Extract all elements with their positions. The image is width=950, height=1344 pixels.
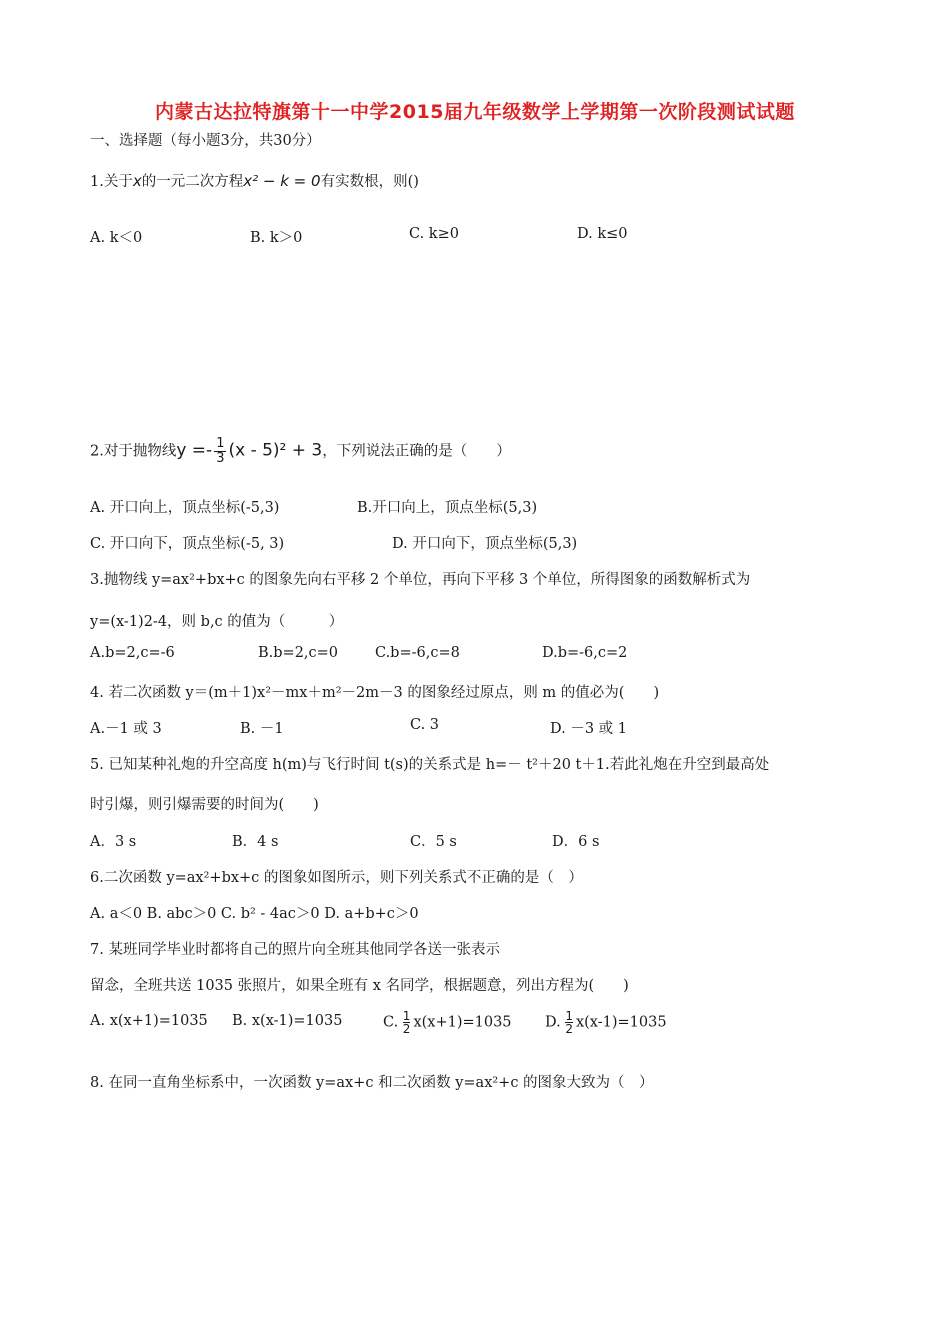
question-7-line-2: 留念，全班共送 1035 张照片，如果全班有 x 名同学，根据题意，列出方程为( ) <box>90 978 629 994</box>
question-2 <box>90 437 511 466</box>
question-3-line-1: 3.抛物线 y=ax²+bx+c 的图象先向右平移 2 个单位，再向下平移 3 个单位，所得图象的函数解析式为 <box>90 572 751 588</box>
q4-option-a: A.－1 或 3 <box>90 721 162 737</box>
q2-prefix: 2.对于抛物线 <box>90 443 177 460</box>
q5-option-b: B．4 s <box>232 834 279 850</box>
question-3-line-2: y=(x-1)2-4，则 b,c 的值为（ ） <box>90 614 344 630</box>
section-heading: 一、选择题（每小题3分，共30分） <box>90 133 321 149</box>
q2-frac-num: 1 <box>216 436 225 451</box>
question-4: 4. 若二次函数 y＝(m＋1)x²－mx＋m²－2m－3 的图象经过原点，则 m 的值必为( ) <box>90 685 660 701</box>
question-5-line-2: 时引爆，则引爆需要的时间为( ) <box>90 797 319 813</box>
q1-prefix: 1.关于 <box>90 174 133 190</box>
q1-mid: 的一元二次方程 <box>141 174 244 190</box>
q3-option-b: B.b=2,c=0 <box>258 645 339 661</box>
q1-option-c: C. k≥0 <box>409 226 459 242</box>
q2-option-d: D. 开口向下，顶点坐标(5,3) <box>392 536 578 552</box>
q2-option-b: B.开口向上，顶点坐标(5,3) <box>357 500 538 516</box>
q1-equation: x² − k = 0 <box>243 172 321 190</box>
question-6: 6.二次函数 y=ax²+bx+c 的图象如图所示，则下列关系式不正确的是（ ） <box>90 870 583 886</box>
q2-option-c: C. 开口向下，顶点坐标(-5, 3) <box>90 536 285 552</box>
question-5-line-1: 5. 已知某种礼炮的升空高度 h(m)与飞行时间 t(s)的关系式是 h=－ t²＋20 t＋1.若此礼炮在升空到最高处 <box>90 757 770 773</box>
q7-option-c-label: C. <box>383 1014 399 1031</box>
q2-frac-den: 3 <box>216 451 225 466</box>
q7-option-c-expr: x(x+1)=1035 <box>413 1014 512 1031</box>
q7-option-c <box>383 1010 512 1035</box>
q7-option-d-half <box>565 1010 573 1035</box>
q3-option-c: C.b=-6,c=8 <box>375 645 460 661</box>
q2-option-a: A. 开口向上，顶点坐标(-5,3) <box>90 500 280 516</box>
half-den: 2 <box>565 1022 573 1036</box>
q1-var: x <box>132 172 142 190</box>
q1-option-b: B. k＞0 <box>250 230 303 246</box>
page-title: 内蒙古达拉特旗第十一中学2015届九年级数学上学期第一次阶段测试试题 <box>155 101 795 123</box>
q6-options: A. a＜0 B. abc＞0 C. b² - 4ac＞0 D. a+b+c＞0 <box>90 906 419 922</box>
q1-option-d: D. k≤0 <box>577 226 628 242</box>
q2-eq-rhs: (x - 5)² + 3 <box>228 440 323 461</box>
question-7-line-1: 7. 某班同学毕业时都将自己的照片向全班其他同学各送一张表示 <box>90 942 500 958</box>
q5-option-c: C．5 s <box>410 834 457 850</box>
half-num: 1 <box>565 1009 573 1023</box>
q3-option-a: A.b=2,c=-6 <box>90 645 175 661</box>
half-den: 2 <box>402 1022 411 1036</box>
q7-option-b: B. x(x-1)=1035 <box>232 1013 343 1029</box>
q5-option-a: A．3 s <box>90 834 137 850</box>
q5-option-d: D．6 s <box>552 834 600 850</box>
question-8: 8. 在同一直角坐标系中，一次函数 y=ax+c 和二次函数 y=ax²+c 的图象大致为（ ） <box>90 1075 654 1091</box>
q7-option-c-half <box>403 1010 411 1035</box>
q4-option-d: D. －3 或 1 <box>550 721 627 737</box>
q4-option-b: B. －1 <box>240 721 284 737</box>
q7-option-a: A. x(x+1)=1035 <box>90 1013 208 1029</box>
q7-option-d-label: D. <box>545 1014 561 1031</box>
q1-suffix: 有实数根，则() <box>320 174 419 190</box>
q2-suffix: ，下列说法正确的是（ ） <box>322 443 511 460</box>
half-num: 1 <box>402 1009 411 1023</box>
q1-option-a: A. k＜0 <box>90 230 143 246</box>
question-1 <box>90 170 419 191</box>
q7-option-d-expr: x(x-1)=1035 <box>575 1014 667 1031</box>
q2-eq-lhs: y =- <box>176 440 213 461</box>
q2-fraction <box>214 437 226 466</box>
q4-option-c: C. 3 <box>410 717 440 733</box>
q3-option-d: D.b=-6,c=2 <box>542 645 628 661</box>
q7-option-d <box>545 1010 667 1035</box>
